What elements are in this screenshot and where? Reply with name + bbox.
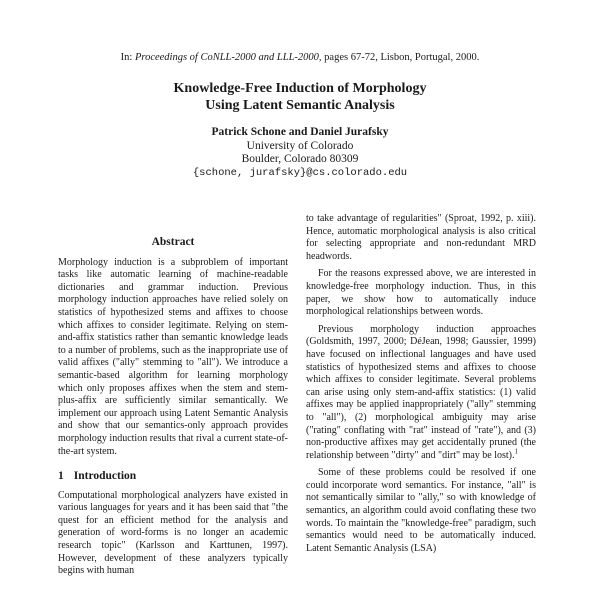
left-column xyxy=(58,236,288,578)
right-column xyxy=(306,213,536,555)
citation-pages: pages 67-72, Lisbon, Portugal, 2000. xyxy=(324,52,480,63)
title-line-2: Using Latent Semantic Analysis xyxy=(205,98,395,113)
paper-title xyxy=(0,80,600,114)
author-email: {schone, jurafsky}@cs.colorado.edu xyxy=(192,166,408,179)
location: Boulder, Colorado 80309 xyxy=(241,153,359,165)
paragraph-previous-work xyxy=(306,324,536,463)
abstract-text: Morphology induction is a subproblem of important tasks like automatic learning of machine-readable dictionaries and grammar induction. Previous morphology induction approaches have relied solely on statistics of hypothesized stems and affixes to choose which affixes to consider legitimate. Relying on stem-and-affix statistics rather than semantic knowledge leads to a number of problems, such as the inappropriate use of valid affixes ("ally" stemming to "all"). We introduce a semantic-based algorithm for learning morphology which only proposes affixes when the stem and stem-plus-affix are sufficiently similar semantically. We implement our approach using Latent Semantic Analysis and show that our semantics-only approach provides morphology induction results that rival a current state-of-the-art system. xyxy=(58,256,288,457)
footnote-marker: 1 xyxy=(514,447,519,456)
introduction-heading xyxy=(58,470,288,483)
title-line-1: Knowledge-Free Induction of Morphology xyxy=(173,81,427,96)
introduction-text: Computational morphological analyzers have existed in various languages for years and it has been said that "the quest for an efficient method for the analysis and generation of word-forms is no longer an academic research topic" (Karlsson and Karttunen, 1997). However, development of these analyzers typically begins with human xyxy=(58,489,288,577)
section-number: 1 xyxy=(58,470,64,483)
paragraph-semantics: Some of these problems could be resolved if one could incorporate word semantics. For instance, "all" is not semantically similar to "ally," so with knowledge of semantics, an algorithm could avoid conflating these two words. To maintain the "knowledge-free" paradigm, such semantics would need to be automatically induced. Latent Semantic Analysis (LSA) xyxy=(306,467,536,554)
author-names: Patrick Schone and Daniel Jurafsky xyxy=(211,126,389,138)
citation-prefix: In: xyxy=(120,52,133,63)
previous-work-text: Previous morphology induction approaches (Goldsmith, 1997, 2000; DéJean, 1998; Gaussier, 1999) have focused on inflectional languages and have used statistics of hypothesized stems and affixes to choose which affixes to consider legitimate. Several problems can arise using only stem-and-affix statistics: (1) valid affixes may be applied inappropriately ("ally" stemming to "all"), (2) morphological ambiguity may arise ("rating" conflating with "rat" instead of "rate"), and (3) non-productive affixes may get accidentally pruned (the relationship between "dirty" and "dirt" may be lost). xyxy=(306,323,536,461)
section-title: Introduction xyxy=(73,470,137,483)
abstract-heading: Abstract xyxy=(151,236,195,248)
citation-venue: Proceedings of CoNLL-2000 and LLL-2000, xyxy=(134,52,322,63)
citation-line xyxy=(0,52,600,63)
author-block xyxy=(0,126,600,180)
paragraph-motivation: For the reasons expressed above, we are interested in knowledge-free morphology induction. Thus, in this paper, we show how to automatically induce morphological relationships between words. xyxy=(306,268,536,318)
paragraph-continuation: to take advantage of regularities" (Sproat, 1992, p. xiii). Hence, automatic morphological analysis is also critical for selecting appropriate and non-redundant MRD headwords. xyxy=(306,213,536,262)
affiliation: University of Colorado xyxy=(246,139,354,152)
